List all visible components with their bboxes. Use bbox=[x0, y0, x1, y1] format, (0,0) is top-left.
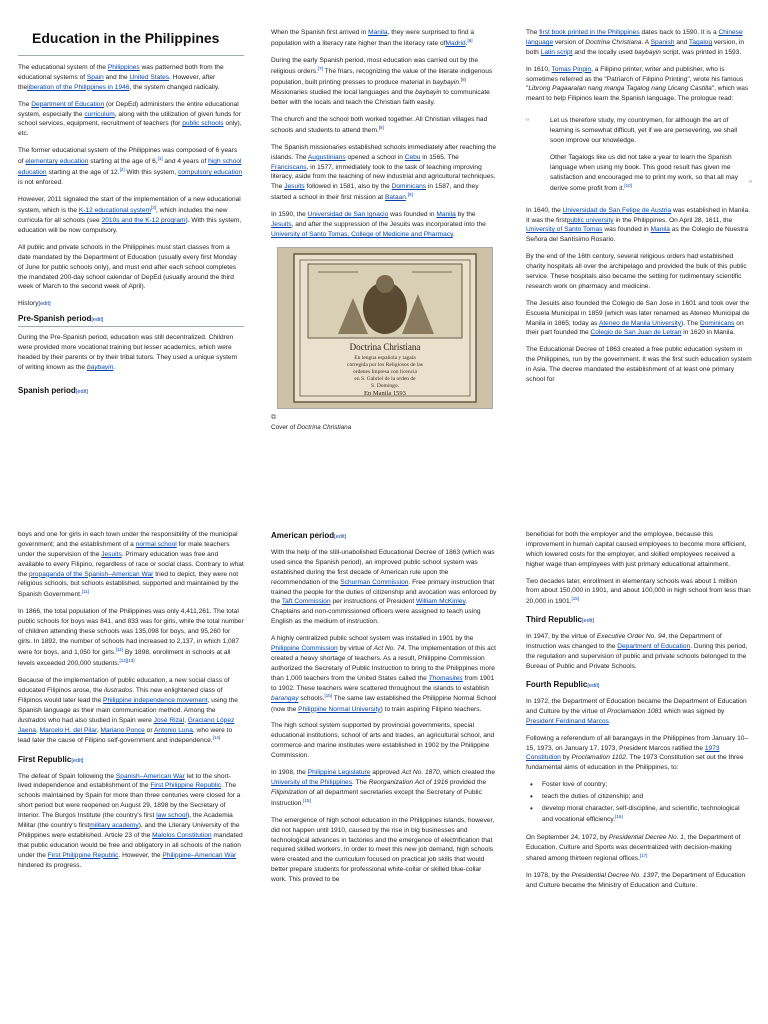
link[interactable]: Marcelo H. del Pilar bbox=[39, 726, 97, 734]
link[interactable]: Schurman Commission bbox=[340, 578, 409, 586]
fig-text-line: ordenes Impresa con licencia bbox=[353, 368, 417, 375]
link[interactable]: elementary education bbox=[25, 158, 89, 166]
link[interactable]: Jesuits bbox=[284, 183, 305, 191]
reference[interactable]: [11] bbox=[115, 646, 124, 652]
column-3-bottom bbox=[526, 530, 752, 1010]
link[interactable]: first book printed in the Philippines bbox=[539, 29, 640, 36]
paragraph: In 1972, the Department of Education became the Department of Education and Culture by the virtue of Proclamation 1081 which was signed by President Ferdinand Marcos. bbox=[526, 697, 747, 725]
figure-caption: ⧉ Cover of Doctrina Christiana bbox=[271, 413, 497, 433]
link[interactable]: Malolos Constitution bbox=[152, 831, 212, 839]
link[interactable]: Department of Education bbox=[31, 100, 105, 108]
reference[interactable]: [14] bbox=[212, 735, 221, 741]
column-1-top bbox=[18, 28, 244, 490]
paragraph: In 1978, by the Presidential Decree No. 1397, the Department of Education and Culture became the Ministry of Education and Culture. bbox=[526, 871, 746, 889]
edit-link[interactable]: [edit] bbox=[75, 388, 88, 395]
link[interactable]: Jesuits bbox=[101, 550, 122, 558]
paragraph: The first book printed in the Philippines dates back to 1590. It is a Chinese language version of Doctrina Christiana. A Spanish and Tagalog version, in both Latin script and the locally used baybayin script, was printed in 1593. bbox=[526, 29, 745, 56]
section-heading-fourth-republic: Fourth Republic[edit] bbox=[526, 679, 600, 689]
paragraph: The emergence of high school education in the Philippines islands, however, did not happen until 1910, caused by the rise in big businesses and technological advances in factories and the emergence of electrification that required skilled workers. In order to meet this new job demand, high schools were created and the curriculum focused on practical job skills that would better prepare students for professional white-collar or skilled blue-collar work. This proved to be bbox=[271, 816, 495, 884]
paragraph: In 1640, the Universidad de San Felipe de Austria was established in Manila. It was the firstpublic university in the Philippines. On April 28, 1611, the University of Santo Tomas was founded in Manila as the Colegio de Nuestra Señora del Santísimo Rosario. bbox=[526, 206, 750, 244]
link[interactable]: Philippine Normal University bbox=[298, 705, 381, 713]
paragraph: The Department of Education (or DepEd) administers the entire educational system, especially the curriculum, along with the utilization of given funds for school services, equipment, recruitment of teachers (for public schools only), etc. bbox=[18, 100, 242, 138]
quote-close-icon: ” bbox=[749, 179, 752, 190]
reference[interactable]: [15] bbox=[303, 797, 311, 803]
link[interactable]: Colegio de San Juan de Letran bbox=[590, 329, 682, 337]
paragraph: The church and the school both worked together. All Christian villages had schools and students to attend them.[8] bbox=[271, 115, 488, 134]
reference[interactable]: [8] bbox=[460, 76, 466, 82]
link[interactable]: Philippine Commission bbox=[271, 645, 338, 653]
link[interactable]: Jesuits bbox=[271, 221, 292, 229]
edit-link[interactable]: [edit] bbox=[587, 682, 600, 689]
link[interactable]: José Rizal bbox=[153, 716, 185, 724]
section-heading-spanish: Spanish period[edit] bbox=[18, 385, 88, 395]
link[interactable]: Tomas Pinpin bbox=[551, 65, 592, 73]
enlarge-icon[interactable]: ⧉ bbox=[271, 413, 276, 421]
paragraph: In 1908, the Philippine Legislature approved Act No. 1870, which created the University of the Philippines. The Reorganization Act of 1916 provided the Filipinization of all department secretaries except the Secretary of Public Instruction.[15] bbox=[271, 769, 496, 807]
paragraph: When the Spanish first arrived in Manila, they were surprised to find a population with a literacy rate higher than the literacy rate ofMadrid.[6] bbox=[271, 29, 475, 48]
reference[interactable]: [9] bbox=[407, 192, 413, 198]
doctrina-christiana-cover-image[interactable] bbox=[277, 247, 493, 409]
link[interactable]: Manila bbox=[650, 226, 670, 234]
link[interactable]: public schools bbox=[182, 120, 224, 128]
paragraph: The Educational Decree of 1863 created a free public education system in the Philippines, run by the government. It was the first such education system in Asia. The decree mandated the establishment of at least one primary school for bbox=[526, 346, 752, 384]
link[interactable]: University of Santo Tomas, College of Medicine and Pharmacy bbox=[271, 231, 453, 239]
paragraph: The Spanish missionaries established schools immediately after reaching the islands. The Augustinians opened a school in Cebu in 1565. The Franciscans, in 1577, immediately took to the task of teaching improving literacy, aside from the teaching of new industrial and agricultural techniques. The Jesuits followed in 1581, also by the Dominicans in 1587, and they started a school in their first mission at Bataan.[9] bbox=[271, 143, 497, 202]
link[interactable]: Philippine–American War bbox=[162, 851, 237, 859]
link[interactable]: Philippine Legislature bbox=[307, 769, 371, 776]
reference[interactable]: [3] bbox=[151, 205, 157, 211]
edit-link[interactable]: [edit] bbox=[582, 618, 595, 625]
link[interactable]: Dominicans bbox=[391, 183, 427, 191]
link[interactable]: high school education bbox=[18, 158, 242, 177]
link[interactable]: Philippines bbox=[107, 64, 140, 71]
link[interactable]: Graciano López Jaena bbox=[18, 716, 235, 734]
paragraph: In 1590, the Universidad de San Ignacio was founded in Manila by the Jesuits, and after the suppression of the Jesuits was incorporated into the University of Santo Tomas, College of Medicine and Pharmacy. bbox=[271, 211, 486, 239]
reference[interactable]: [16] bbox=[615, 813, 623, 819]
fig-text-line: en S. Gabriel de la orden de bbox=[354, 375, 416, 382]
paragraph: Because of the implementation of public education, a new social class of educated Filipinos arose, the ilustrados. This new enlightened class of Filipinos would later lead the Philippine independence movement, using the Spanish language as their main communication method. Among the ilustrados who had also studied in Spain were José Rizal, Graciano López Jaena, Marcelo H. del Pilar, Mariano Ponce or Antonio Luna, who were to lead later the cause of Filipino self-government and independence.[14] bbox=[18, 677, 238, 745]
link[interactable]: Universidad de San Ignacio bbox=[307, 211, 389, 219]
list-item: • develop moral character, self-discipline, and scientific, technological and vocational efficiency.[16] bbox=[542, 804, 752, 825]
column-1-bottom bbox=[18, 530, 244, 1010]
link[interactable]: Bataan bbox=[384, 194, 406, 202]
paragraph: All public and private schools in the Philippines must start classes from a date mandated by the Department of Education (usually every first Monday of June for public schools only), and must end after each school completes the mandated 200-day school calendar of DepEd (usually around the third week of March to the second week of April). bbox=[18, 243, 237, 291]
section-heading-first-republic: First Republic[edit] bbox=[18, 754, 84, 764]
edit-link[interactable]: [edit] bbox=[71, 757, 84, 764]
link[interactable]: Spanish–American War bbox=[115, 772, 185, 780]
link[interactable]: Latin script bbox=[540, 48, 573, 56]
link[interactable]: Tagalog bbox=[689, 38, 713, 46]
fig-text-line: Doctrina Christiana bbox=[349, 341, 421, 352]
link[interactable]: Manila bbox=[368, 29, 388, 36]
quote-paragraph: Other Tagalogs like us did not take a year to learn the Spanish language when using my book. This good result has given me satisfaction and encouraged me to print my work, so that all may derive some profit from it.[10] bbox=[550, 153, 739, 192]
link[interactable]: United States bbox=[129, 73, 170, 81]
section-heading-pre-spanish: Pre-Spanish period[edit] bbox=[18, 313, 244, 327]
paragraph: During the early Spanish period, most education was carried out by the religious orders.[7] The friars, recognizing the value of the literate indigenous population, built printing presses to produce material in baybayin.[8] Missionaries studied the local languages and the baybayin to communicate better with the locals and teach the Christian faith easily. bbox=[271, 56, 493, 106]
blockquote bbox=[526, 116, 752, 193]
paragraph: By the end of the 16th century, several religious orders had established charity hospitals all over the archipelago and provided the bulk of this public service. These hospitals also became the setting for rudimentary scientific research work on pharmacy and medicine. bbox=[526, 253, 747, 290]
edit-link[interactable]: [edit] bbox=[38, 301, 51, 308]
paragraph: During the Pre-Spanish period, education was still decentralized. Children were provided more vocational training but lesser academics, which were headed by their parents or by their tribal tutors. They used a unique system of writing known as the baybayin. bbox=[18, 334, 238, 371]
paragraph: beneficial for both the employer and the employee, because this improvement in human capital caused employees to become more efficient, which lowered costs for the employer, and skilled employees received a higher wage than employees with just primary educational attainment. bbox=[526, 531, 747, 568]
paragraph: In 1610, Tomas Pinpin, a Filipino printer, writer and publisher, who is sometimes referred as the "Patriarch of Filipino Printing", wrote his famous "Librong Pagaaralan nang manga Tagalog nang Uicang Castilla", which was meant to help Filipinos learn the Spanish language. The prologue read: bbox=[526, 65, 749, 103]
figure-doctrina-christiana bbox=[271, 247, 497, 433]
column-3-top bbox=[526, 28, 752, 490]
link[interactable]: compulsory education bbox=[178, 169, 243, 177]
page-title: Education in the Philippines bbox=[32, 30, 220, 46]
link[interactable]: Thomasites bbox=[428, 674, 463, 682]
link[interactable]: Dominicans bbox=[700, 319, 735, 327]
link[interactable]: public university bbox=[566, 216, 614, 224]
paragraph: On September 24, 1972, by Presidential Decree No. 1, the Department of Education, Culture and Sports was decentralized with decision-making shared among thirteen regional offices.[17] bbox=[526, 833, 741, 862]
list-item: • teach the duties of citizenship; and bbox=[542, 792, 752, 802]
fig-text-line: En lengua española y tagala bbox=[354, 354, 416, 361]
link[interactable]: liberation of the Philippines in 1946 bbox=[27, 83, 130, 91]
link[interactable]: First Philippine Republic bbox=[47, 851, 119, 859]
reference[interactable]: [1] bbox=[157, 156, 163, 162]
link[interactable]: Mariano Ponce bbox=[100, 726, 145, 734]
link[interactable]: Manila bbox=[436, 211, 456, 219]
fig-text-line: S. Domingo. bbox=[371, 382, 399, 389]
link[interactable]: Philippine independence movement bbox=[103, 696, 208, 704]
paragraph: Following a referendum of all barangays in the Philippines from January 10–15, 1973, on January 17, 1973, President Marcos ratified the 1973 Constitution by Proclamation 1102. The 1973 Constitution set out the three fundamental aims of education in the Philippines, to: bbox=[526, 734, 749, 772]
link[interactable]: normal school bbox=[135, 540, 177, 548]
reference[interactable]: [10] bbox=[624, 182, 632, 188]
book-cover-illustration bbox=[278, 248, 492, 408]
section-heading-american: American period[edit] bbox=[271, 531, 347, 540]
quote-paragraph: Let us therefore study, my countrymen, for although the art of learning is somewhat difficult, yet if we are persevering, we shall soon improve our knowledge. bbox=[550, 117, 738, 145]
paragraph: A highly centralized public school system was installed in 1901 by the Philippine Commission by virtue of Act No. 74. The implementation of this act created a heavy shortage of teachers. As a result, Philippine Commission authorized the Secretary of Public Instruction to bring to the Philippines more than 1,000 teachers from the United States called the Thomasites from 1901 to 1902. These teachers were scattered throughout the islands to establish barangay schools.[15] The same law established the Philippine Normal School (now the Philippine Normal University) to train aspiring Filipino teachers. bbox=[271, 635, 497, 713]
reference[interactable]: [8] bbox=[378, 124, 384, 130]
bullet-list bbox=[526, 780, 752, 825]
edit-link[interactable]: [edit] bbox=[334, 534, 347, 540]
link[interactable]: University of Santo Tomas bbox=[526, 226, 603, 234]
link[interactable]: Department of Education bbox=[617, 643, 691, 651]
link[interactable]: military academy bbox=[89, 822, 139, 830]
link[interactable]: 1973 Constitution bbox=[526, 744, 720, 762]
link[interactable]: curriculum bbox=[84, 110, 115, 118]
column-2-top bbox=[271, 28, 497, 490]
link[interactable]: K-12 educational system bbox=[78, 207, 152, 215]
reference[interactable]: [7] bbox=[317, 65, 323, 71]
reference[interactable]: [12][13] bbox=[119, 658, 135, 664]
link[interactable]: Augustinians bbox=[307, 153, 346, 161]
reference[interactable]: [6] bbox=[467, 37, 473, 43]
reference[interactable]: [11] bbox=[81, 589, 89, 595]
link[interactable]: Madrid bbox=[445, 40, 466, 48]
paragraph: With the help of the still-unabolished Educational Decree of 1863 (which was used since the Spanish period), an improved public school system was established during the first decade of American rule upon the recommendation of the Schurman Commission. Free primary instruction that trained the people for the duties of citizenship and avocation was enforced by the Taft Commission per instructions of President William McKinley. Chaplains and non-commissioned officers were assigned to teach using English as the medium of instruction. bbox=[271, 549, 497, 626]
edit-link[interactable]: [edit] bbox=[91, 317, 104, 324]
link[interactable]: Cebu bbox=[404, 153, 421, 161]
reference[interactable]: [15] bbox=[571, 596, 579, 602]
list-item: • Foster love of country; bbox=[542, 780, 752, 790]
link[interactable]: 2010s and the K-12 program bbox=[101, 217, 186, 225]
link[interactable]: Ateneo de Manila University bbox=[598, 319, 682, 327]
link[interactable]: Antonio Luna bbox=[154, 726, 193, 734]
paragraph: The Jesuits also founded the Colegio de San Jose in 1601 and took over the Escuela Municipal in 1859 (which was later renamed as Ateneo Municipal de Manila in 1865; today as Ateneo de Manila University). The Dominicans on their part founded the Colegio de San Juan de Letran in 1620 in Manila. bbox=[526, 299, 750, 337]
history-heading: History[edit] bbox=[18, 300, 51, 308]
reference[interactable]: [15] bbox=[324, 693, 333, 699]
link[interactable]: President Ferdinand Marcos bbox=[526, 717, 609, 725]
reference[interactable]: [17] bbox=[639, 852, 648, 858]
paragraph: In 1947, by the virtue of Executive Order No. 94, the Department of Instruction was changed to the Department of Education. During this period, the regulation and supervision of public and private schools belonged to the Bureau of Public and Private Schools. bbox=[526, 633, 748, 671]
column-2-bottom bbox=[271, 530, 497, 1010]
quote-open-icon: “ bbox=[526, 117, 529, 128]
link[interactable]: Universidad de San Felipe de Austria bbox=[562, 206, 672, 214]
link[interactable]: baybayin bbox=[86, 363, 114, 371]
paragraph: The former educational system of the Philippines was composed of 6 years of elementary education starting at the age of 6,[1] and 4 years of high school education starting at the age of 12.[2] With this system, compulsory education is not enforced. bbox=[18, 147, 243, 187]
fig-text-line: corregida por los Religiosos de las bbox=[347, 361, 423, 368]
paragraph: Two decades later, enrollment in elementary schools was about 1 million from about 150,000 in 1901, and about 100,000 in high school from less than 20,000 in 1901.[15] bbox=[526, 577, 751, 606]
link[interactable]: propaganda of the Spanish–American War bbox=[29, 570, 154, 578]
fig-text-line: En Manila 1593 bbox=[364, 389, 406, 397]
link[interactable]: University of the Philippines bbox=[271, 778, 352, 786]
link[interactable]: Chinese language bbox=[526, 29, 743, 46]
paragraph: However, 2011 signaled the start of the implementation of a new educational system, which is the K-12 educational system[3], which includes the new curricula for all schools (see 2010s and the K-12 program). With this system, education will be now compulsory. bbox=[18, 196, 242, 235]
reference[interactable]: [2] bbox=[119, 167, 125, 173]
link[interactable]: Taft Commission bbox=[281, 598, 331, 606]
paragraph: In 1866, the total population of the Philippines was only 4,411,261. The total public schools for boys was 841, and 833 was for girls, while the total number of children attending these schools was 135,098 for boys, and 95,260 for girls. In 1892, the number of schools had increased to 2,137, in which 1,087 were for boys, and 1,050 for girls.[11] By 1898, enrollment in schools at all levels exceeded 200,000 students.[12][13] bbox=[18, 608, 244, 668]
title-rule bbox=[18, 55, 244, 56]
link[interactable]: William McKinley bbox=[416, 598, 466, 606]
link[interactable]: barangay bbox=[271, 695, 299, 703]
link[interactable]: Franciscans bbox=[271, 163, 307, 171]
paragraph: The educational system of the Philippines was patterned both from the educational systems of Spain and the United States. However, after theliberation of the Philippines in 1946, the system changed radically. bbox=[18, 64, 224, 91]
link[interactable]: First Philippine Republic bbox=[150, 782, 222, 790]
link[interactable]: law school bbox=[156, 812, 187, 820]
link[interactable]: Spain bbox=[86, 73, 104, 81]
link[interactable]: Spanish bbox=[650, 38, 675, 46]
paragraph: The high school system supported by provincial governments, special educational institutions, school of arts and trades, an agricultural school, and commerce and marine institutes were established in 1902 by the Philippine Commission. bbox=[271, 722, 495, 760]
paragraph: boys and one for girls in each town under the responsibility of the municipal government; and the establishment of a normal school for male teachers under the supervision of the Jesuits. Primary education was free and available to every Filipino, regardless of race or social class. Contrary to what the propaganda of the Spanish–American War tried to depict, they were not religious schools, but schools established, supported and maintained by the Spanish Government.[11] bbox=[18, 531, 244, 599]
paragraph: The defeat of Spain following the Spanish–American War let to the short-lived independence and establishment of the First Philippine Republic. The schools maintained by Spain for more than three centuries were closed for a short period but were reopened on August 29, 1898 by the Secretary of Interior. The Burgos Institute (the country's first law school), the Academia Militar (the country's firstmilitary academy), and the Literary University of the Philippines were established. Article 23 of the Malolos Constitution mandated that public education would be free and obligatory in all schools of the nation under the First Philippine Republic. However, the Philippine–American War hindered its progress. bbox=[18, 772, 243, 869]
section-heading-third-republic: Third Republic[edit] bbox=[526, 615, 595, 625]
